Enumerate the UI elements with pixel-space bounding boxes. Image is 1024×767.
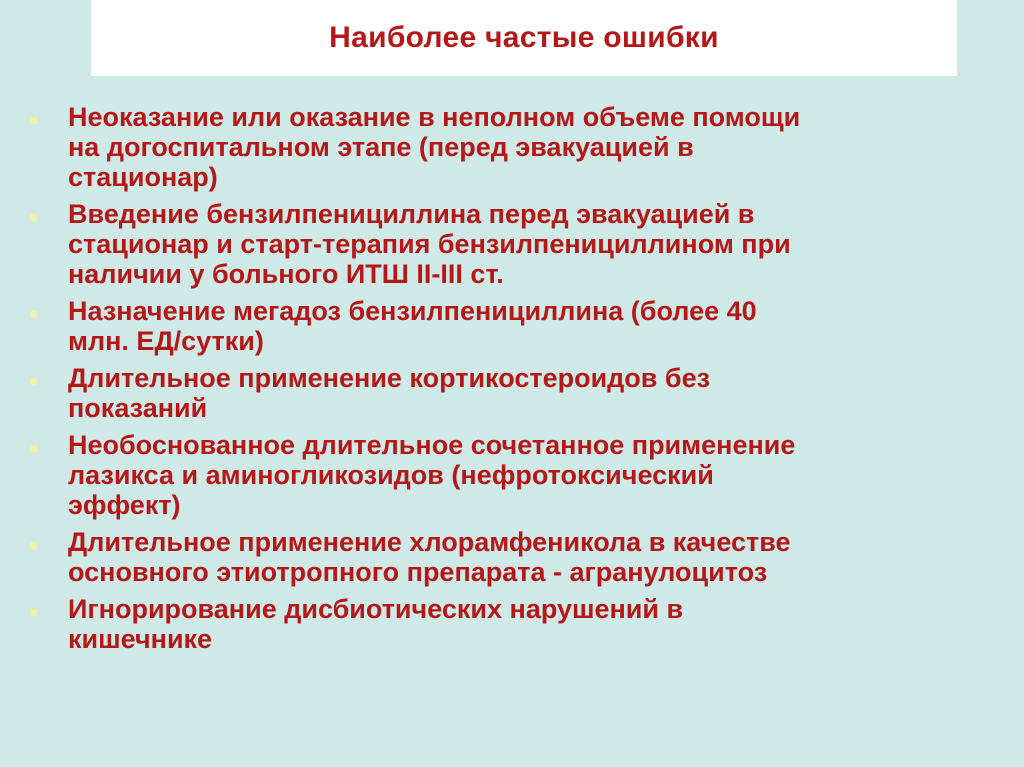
title-box [91,0,957,76]
list-item [28,199,1003,289]
bullet-square-icon [30,542,37,549]
bullet-square-icon [30,311,37,318]
list-item [28,363,1003,423]
list-item-line: на догоспитальном этапе (перед эвакуацией в [68,132,694,162]
list-item-line: млн. ЕД/сутки) [68,326,264,356]
bullet-square-icon [30,609,37,616]
list-item [28,527,1003,587]
bullet-square-icon [30,378,37,385]
list-item-text [68,199,1003,289]
list-item-line: стационар) [68,162,218,192]
slide-title: Наиболее частые ошибки [329,21,719,54]
list-item-text [68,102,1003,192]
list-item-line: кишечнике [68,624,213,654]
list-item [28,430,1003,520]
list-item-line: Необоснованное длительное сочетанное применение [68,430,796,460]
list-item-text [68,296,1003,356]
list-item-line: Игнорирование дисбиотических нарушений в [68,594,684,624]
list-item-line: основного этиотропного препарата - агранулоцитоз [68,557,768,587]
list-item [28,594,1003,654]
bullet-list [28,102,1003,661]
bullet-square-icon [30,445,37,452]
list-item-line: показаний [68,393,208,423]
list-item-text [68,594,1003,654]
list-item-line: Введение бензилпенициллина перед эвакуацией в [68,199,755,229]
list-item-line: Неоказание или оказание в неполном объеме помощи [68,102,801,132]
list-item-line: наличии у больного ИТШ II-III ст. [68,259,504,289]
list-item [28,296,1003,356]
list-item [28,102,1003,192]
list-item-line: лазикса и аминогликозидов (нефротоксический [68,460,714,490]
list-item-text [68,363,1003,423]
list-item-line: Назначение мегадоз бензилпенициллина (более 40 [68,296,757,326]
list-item-text [68,527,1003,587]
bullet-square-icon [30,117,37,124]
list-item-line: стационар и старт-терапия бензилпенициллином при [68,229,791,259]
bullet-square-icon [30,214,37,221]
list-item-line: Длительное применение кортикостероидов без [68,363,711,393]
list-item-text [68,430,1003,520]
list-item-line: Длительное применение хлорамфеникола в качестве [68,527,791,557]
list-item-line: эффект) [68,490,181,520]
